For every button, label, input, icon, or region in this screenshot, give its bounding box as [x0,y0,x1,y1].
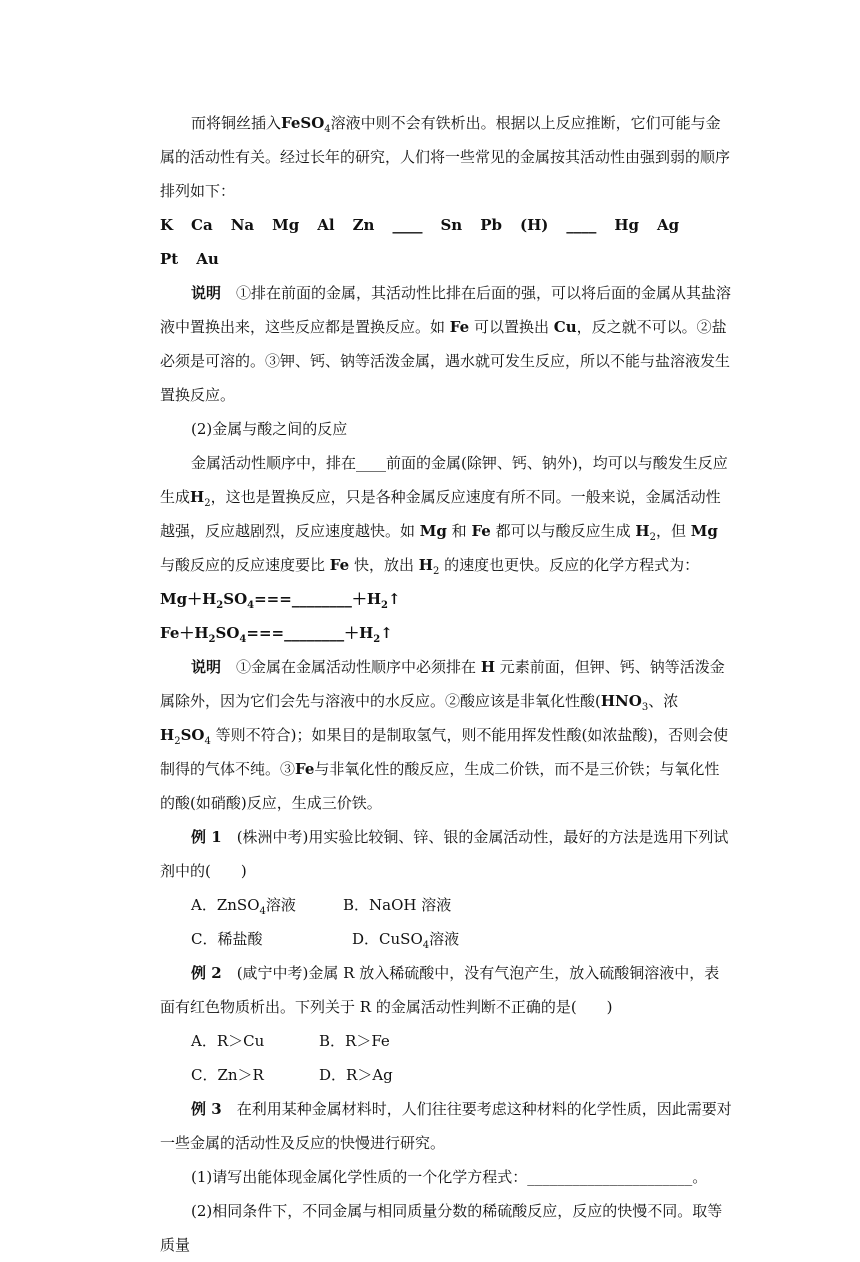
metal-symbol: Sn [440,216,463,234]
example-1-options-row-1 [160,888,732,922]
note-salt-displacement: 说明 ①排在前面的金属，其活动性比排在后面的强，可以将后面的金属从其盐溶液中置换出来，这些反应都是置换反应。如 Fe 可以置换出 Cu，反之就不可以。②盐必须是可溶的。③钾、钙、钠等活泼金属，遇水就可发生反应，所以不能与盐溶液发生置换反应。 [160,284,732,404]
metal-activity-series [160,208,732,276]
example-3-subquestion-2: (2)相同条件下，不同金属与相同质量分数的稀硫酸反应，反应的快慢不同。取等质量 [160,1202,723,1254]
metal-symbol: Au [196,250,219,268]
metal-symbol: Pb [480,216,502,234]
metal-symbol: Hg [614,216,640,234]
option-c: C．稀盐酸 [191,930,263,948]
blank-2: ____ [566,216,597,234]
example-2-options-row-1 [160,1024,732,1058]
metal-symbol: Ag [657,216,680,234]
example-2-options-row-2 [160,1058,732,1092]
option-a: A．R＞Cu [191,1032,265,1050]
metal-symbol: K [160,216,174,234]
paragraph-metal-acid: 金属活动性顺序中，排在____前面的金属(除钾、钙、钠外)，均可以与酸发生反应生成$H_2$，这也是置换反应，只是各种金属反应速度有所不同。一般来说，金属活动性越强，反应越剧烈，反应速度越快。如 Mg 和 Fe 都可以与酸反应生成 $H_2$，但 Mg 与酸反应的反应速度要比 Fe 快，放出 $H_2$ 的速度也更快。反应的化学方程式为： [160,454,728,577]
example-3-subquestion-1: (1)请写出能体现金属化学性质的一个化学方程式：______________________。 [191,1168,708,1186]
metal-symbol: Pt [160,250,179,268]
metal-symbol: Zn [352,216,375,234]
example-1-question: 例 1 (株洲中考)用实验比较铜、锌、银的金属活动性，最好的方法是选用下列试剂中的( ) [160,828,729,880]
option-d: D．CuSO$_4$溶液 [352,930,460,951]
note-acid-conditions: 说明 ①金属在金属活动性顺序中必须排在 H 元素前面，但钾、钙、钠等活泼金属除外，因为它们会先与溶液中的水反应。②酸应该是非氧化性酸($HNO_3$、浓 $H_2SO_4$ 等则不符合)；如果目的是制取氢气，则不能用挥发性酸(如浓盐酸)，否则会使制得的气体不纯。③Fe与非氧化性的酸反应，生成二价铁，而不是三价铁；与氧化性的酸(如硝酸)反应，生成三价铁。 [160,658,729,812]
option-b: B．R＞Fe [319,1032,390,1050]
metal-symbol: Mg [272,216,300,234]
blank-1: ____ [392,216,423,234]
option-c: C．Zn＞R [191,1066,264,1084]
option-b: B．NaOH 溶液 [343,896,452,914]
option-a: A．ZnSO$_4$溶液 [191,896,296,917]
metal-symbol: Ca [191,216,213,234]
example-1-options-row-2 [160,922,732,956]
metal-symbol: (H) [519,216,549,234]
metal-symbol: Na [230,216,255,234]
equation-mg: $Mg+H_2SO_4===\_\_\_\_\_\_\_\_+H_2↑$ [160,590,401,611]
example-2-question: 例 2 (咸宁中考)金属 R 放入稀硫酸中，没有气泡产生，放入硫酸铜溶液中，表面有红色物质析出。下列关于 R 的金属活动性判断不正确的是( ) [160,964,720,1016]
metal-symbol: Al [317,216,335,234]
example-3-question: 例 3 在利用某种金属材料时，人们往往要考虑这种材料的化学性质，因此需要对一些金属的活动性及反应的快慢进行研究。 [160,1100,732,1152]
option-d: D．R＞Ag [319,1066,393,1084]
paragraph-metal-sequence-intro: 而将铜丝插入FeSO$_4$溶液中则不会有铁析出。根据以上反应推断，它们可能与金属的活动性有关。经过长年的研究，人们将一些常见的金属按其活动性由强到弱的顺序排列如下： [160,114,731,200]
equation-fe: $Fe+H_2SO_4===\_\_\_\_\_\_\_\_+H_2↑$ [160,624,393,645]
section-heading-metal-acid: (2)金属与酸之间的反应 [191,420,348,438]
